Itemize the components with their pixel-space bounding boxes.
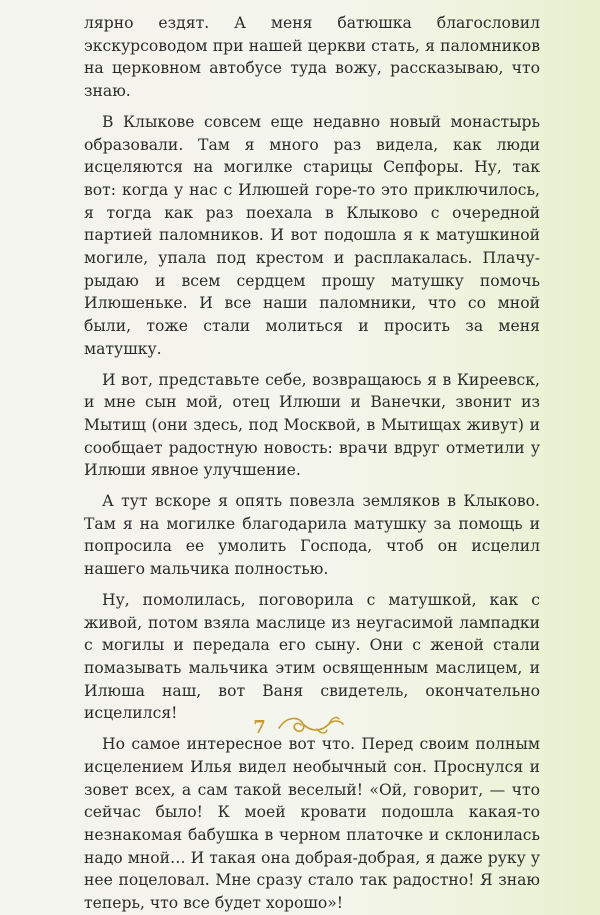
flourish-ornament-icon [277,712,347,742]
page-body [84,12,540,915]
paragraph-1: лярно ездят. А меня батюшка благословил экскурсоводом при нашей церкви стать, я паломников на церковном автобусе туда вожу, рассказываю, что знаю. [84,14,540,101]
page-number: 7 [253,716,266,738]
paragraph-5: Ну, помолилась, поговорила с матушкой, как с живой, потом взяла маслице из неугасимой лампадки с могилы и передала его сыну. Они с женой стали помазывать мальчика этим освященным маслицем, и Илюша наш, вот Ваня свидетель, окончательно исцелился! [84,590,540,723]
paragraph-6: Но самое интересное вот что. Перед своим полным исцелением Илья видел необычный сон. Проснулся и зовет всех, а сам такой веселый! «Ой, говорит, — что сейчас было! К моей кровати подошла какая-то незнакомая бабушка в черном платочке и склонилась надо мной… И такая она добрая-добрая, я даже руку у нее поцеловал. Мне сразу стало так радостно! Я знаю теперь, что все будет хорошо»! [84,735,540,913]
page-footer [0,712,600,742]
paragraph-2: В Клыкове совсем еще недавно новый монастырь образовали. Там я много раз видела, как люди исцеляются на могилке старицы Сепфоры. Ну, так вот: когда у нас с Илюшей горе-то это приключилось, я тогда как раз поехала в Клыково с очередной партией паломников. И вот подошла я к матушкиной могиле, упала под крестом и расплакалась. Плачу-рыдаю и всем сердцем прошу матушку помочь Илюшеньке. И все наши паломники, что со мной были, тоже стали молиться и просить за меня матушку. [84,112,540,358]
paragraph-3: И вот, представьте себе, возвращаюсь я в Киреевск, и мне сын мой, отец Илюши и Ванечки, звонит из Мытищ (они здесь, под Москвой, в Мытищах живут) и сообщает радостную новость: врачи вдруг отметили у Илюши явное улучшение. [84,370,540,480]
paragraph-4: А тут вскоре я опять повезла земляков в Клыково. Там я на могилке благодарила матушку за помощь и попросила ее умолить Господа, чтоб он исцелил нашего мальчика полностью. [84,492,540,579]
